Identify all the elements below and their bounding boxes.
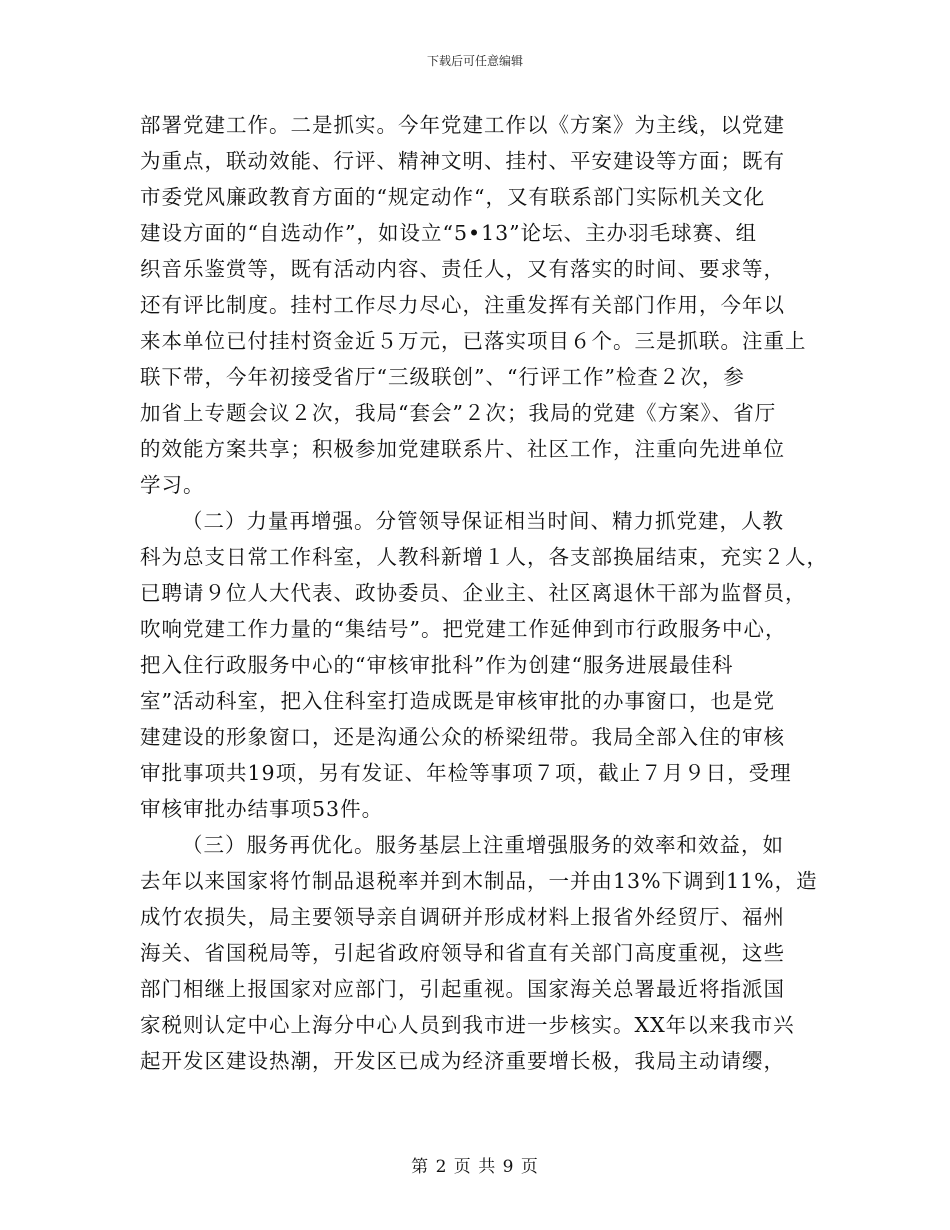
text-line: 把入住行政服务中心的“审核审批科”作为创建“服务进展最佳科 [140, 653, 734, 677]
text-line: 的效能方案共享；积极参加党建联系片、社区工作，注重向先进单位 [140, 437, 785, 461]
text-line: 来本单位已付挂村资金近５万元，已落实项目６个。三是抓联。注重上 [140, 329, 807, 353]
text-line: 为重点，联动效能、行评、精神文明、挂村、平安建设等方面；既有 [140, 149, 785, 173]
text-line: 成竹农损失，局主要领导亲自调研并形成材料上报省外经贸厅、福州 [140, 905, 785, 929]
text-line: 海关、省国税局等，引起省政府领导和省直有关部门高度重视，这些 [140, 941, 785, 965]
text-line: 室”活动科室，把入住科室打造成既是审核审批的办事窗口，也是党 [140, 689, 775, 713]
text-line: 吹响党建工作力量的“集结号”。把党建工作延伸到市行政服务中心， [140, 617, 787, 641]
text-line: 部署党建工作。二是抓实。今年党建工作以《方案》为主线，以党建 [140, 113, 785, 137]
page-number: 第 2 页 共 9 页 [411, 1157, 539, 1177]
text-line: 市委党风廉政教育方面的“规定动作“，又有联系部门实际机关文化 [140, 185, 765, 209]
page-header: 下载后可任意编辑 [426, 54, 523, 68]
text-line: 科为总支日常工作科室，人教科新增１人，各支部换届结束，充实２人， [140, 545, 828, 569]
text-line: 建设方面的“自选动作”，如设立“5•13”论坛、主办羽毛球赛、组 [140, 221, 758, 245]
text-line: 加省上专题会议２次，我局“套会”２次；我局的党建《方案》、省厅 [140, 401, 777, 425]
text-line: 联下带，今年初接受省厅“三级联创”、“行评工作”检查２次，参 [140, 365, 745, 389]
paragraph-first-line: （二）力量再增强。分管领导保证相当时间、精力抓党建，人教 [182, 509, 784, 533]
text-line: 已聘请９位人大代表、政协委员、企业主、社区离退休干部为监督员， [140, 581, 807, 605]
text-line: 起开发区建设热潮，开发区已成为经济重要增长极，我局主动请缨， [140, 1049, 785, 1073]
text-line: 建建设的形象窗口，还是沟通公众的桥梁纽带。我局全部入住的审核 [140, 725, 785, 749]
text-line: 家税则认定中心上海分中心人员到我市进一步核实。XX年以来我市兴 [140, 1013, 795, 1037]
text-line: 学习。 [140, 473, 205, 497]
text-line: 去年以来国家将竹制品退税率并到木制品，一并由13%下调到11%，造 [140, 869, 818, 893]
paragraph-first-line: （三）服务再优化。服务基层上注重增强服务的效率和效益，如 [182, 833, 784, 857]
text-line: 部门相继上报国家对应部门，引起重视。国家海关总署最近将指派国 [140, 977, 785, 1001]
text-line: 审核审批办结事项53件。 [140, 797, 384, 821]
text-line: 还有评比制度。挂村工作尽力尽心，注重发挥有关部门作用，今年以 [140, 293, 785, 317]
text-line: 审批事项共19项，另有发证、年检等事项７项，截止７月９日，受理 [140, 761, 792, 785]
text-line: 织音乐鉴赏等，既有活动内容、责任人，又有落实的时间、要求等， [140, 257, 785, 281]
